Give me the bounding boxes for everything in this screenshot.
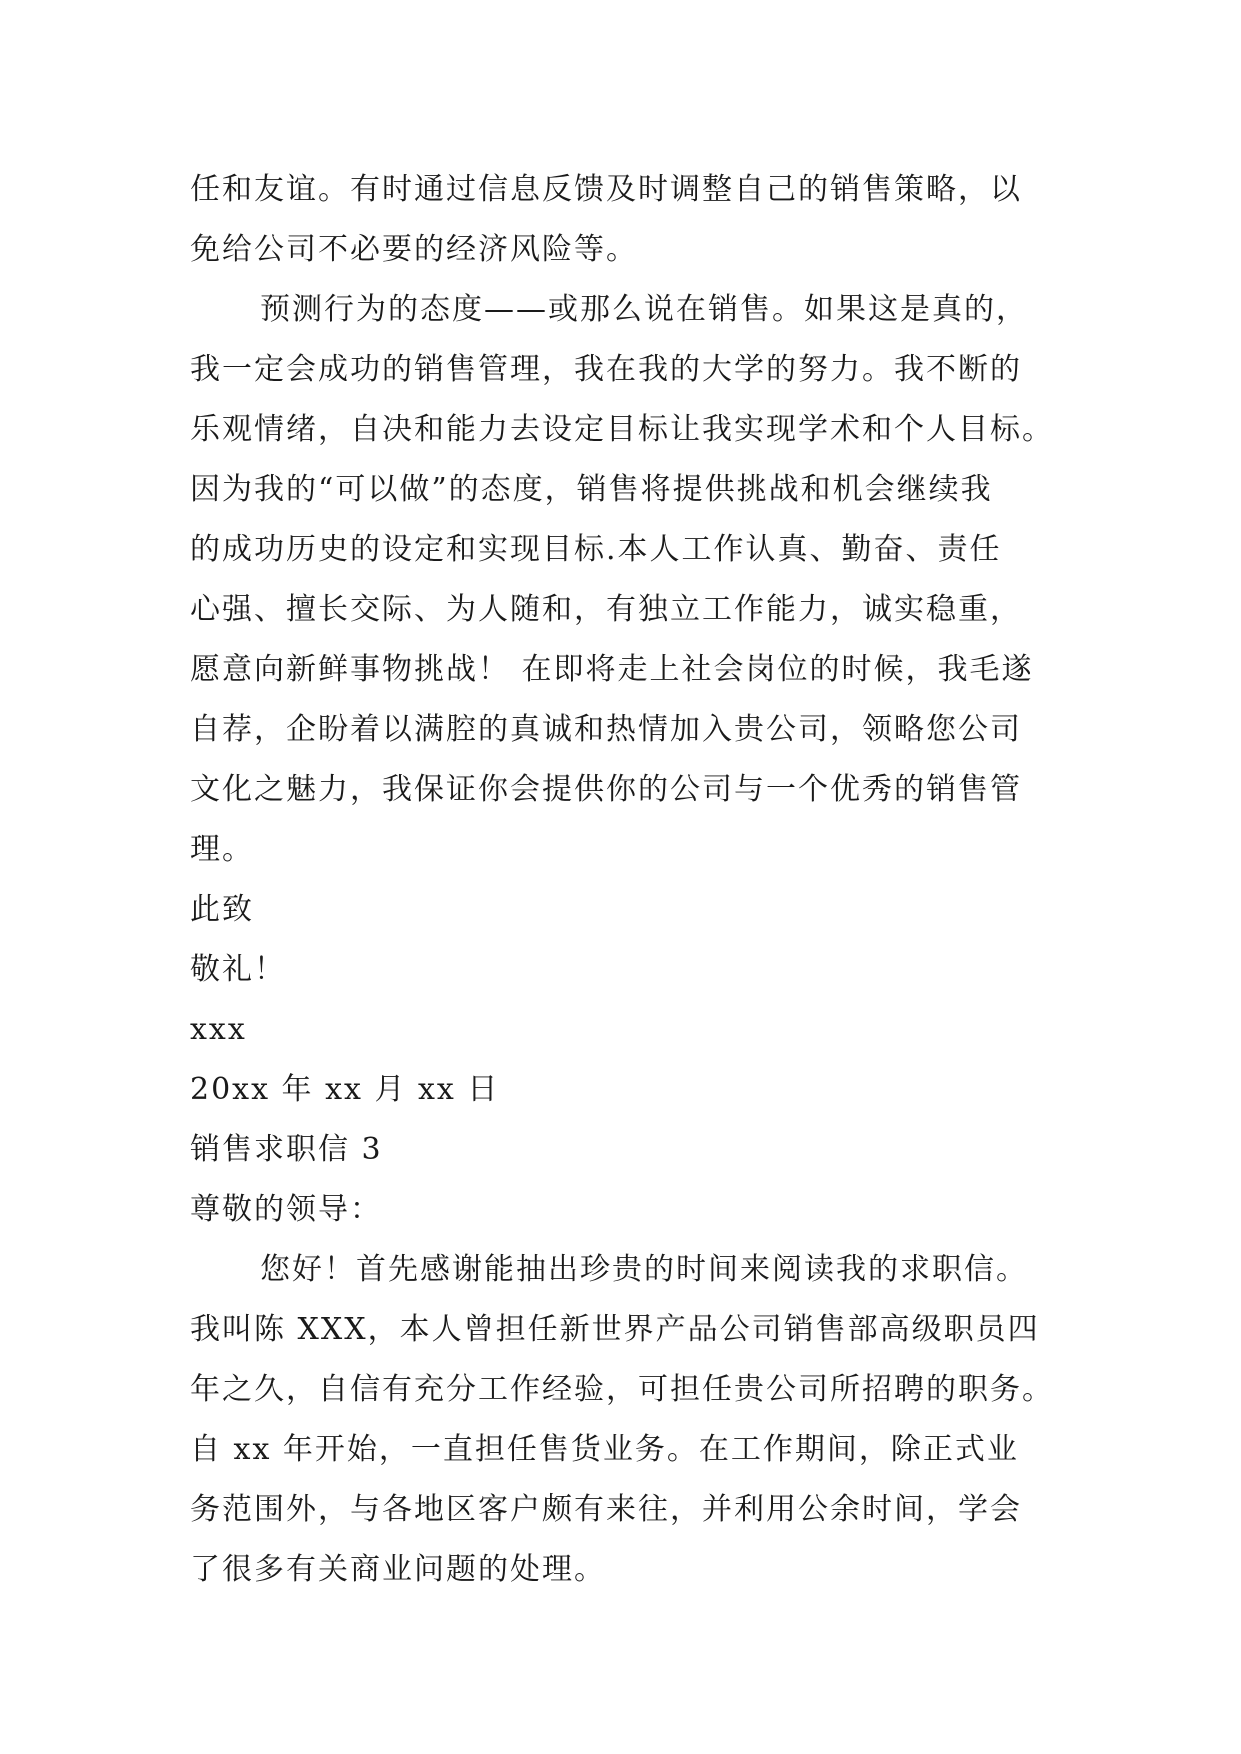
closing-line: 此致 <box>190 892 254 927</box>
body-line: 因为我的“可以做”的态度，销售将提供挑战和机会继续我 <box>190 472 993 507</box>
body-line: 任和友谊。有时通过信息反馈及时调整自己的销售策略，以 <box>190 172 1022 207</box>
body-line: 务范围外，与各地区客户颇有来往，并利用公余时间，学会 <box>190 1492 1022 1527</box>
greeting: 尊敬的领导： <box>190 1192 382 1227</box>
document-body <box>190 160 1070 1600</box>
body-line: 文化之魅力，我保证你会提供你的公司与一个优秀的销售管 <box>190 772 1022 807</box>
signature-name: xxx <box>190 1012 247 1047</box>
body-line: 免给公司不必要的经济风险等。 <box>190 232 638 267</box>
body-line: 愿意向新鲜事物挑战！ 在即将走上社会岗位的时候，我毛遂 <box>190 652 1034 687</box>
body-line: 您好！首先感谢能抽出珍贵的时间来阅读我的求职信。 <box>260 1252 1028 1287</box>
body-line: 乐观情绪，自决和能力去设定目标让我实现学术和个人目标。 <box>190 412 1054 447</box>
body-line: 我叫陈 XXX，本人曾担任新世界产品公司销售部高级职员四 <box>190 1312 1040 1347</box>
body-line: 心强、擅长交际、为人随和，有独立工作能力，诚实稳重， <box>190 592 1022 627</box>
body-line: 了很多有关商业问题的处理。 <box>190 1552 606 1587</box>
body-line: 预测行为的态度——或那么说在销售。如果这是真的， <box>260 292 1028 327</box>
body-line: 年之久，自信有充分工作经验，可担任贵公司所招聘的职务。 <box>190 1372 1054 1407</box>
body-line: 自荐，企盼着以满腔的真诚和热情加入贵公司，领略您公司 <box>190 712 1022 747</box>
body-line: 自 xx 年开始，一直担任售货业务。在工作期间，除正式业 <box>190 1432 1019 1467</box>
section-title: 销售求职信 3 <box>190 1132 383 1167</box>
body-line: 理。 <box>190 832 254 867</box>
body-line: 的成功历史的设定和实现目标.本人工作认真、勤奋、责任 <box>190 532 1002 567</box>
closing-salutation: 敬礼！ <box>190 952 286 987</box>
body-line: 我一定会成功的销售管理，我在我的大学的努力。我不断的 <box>190 352 1022 387</box>
signature-date: 20xx 年 xx 月 xx 日 <box>190 1072 500 1107</box>
